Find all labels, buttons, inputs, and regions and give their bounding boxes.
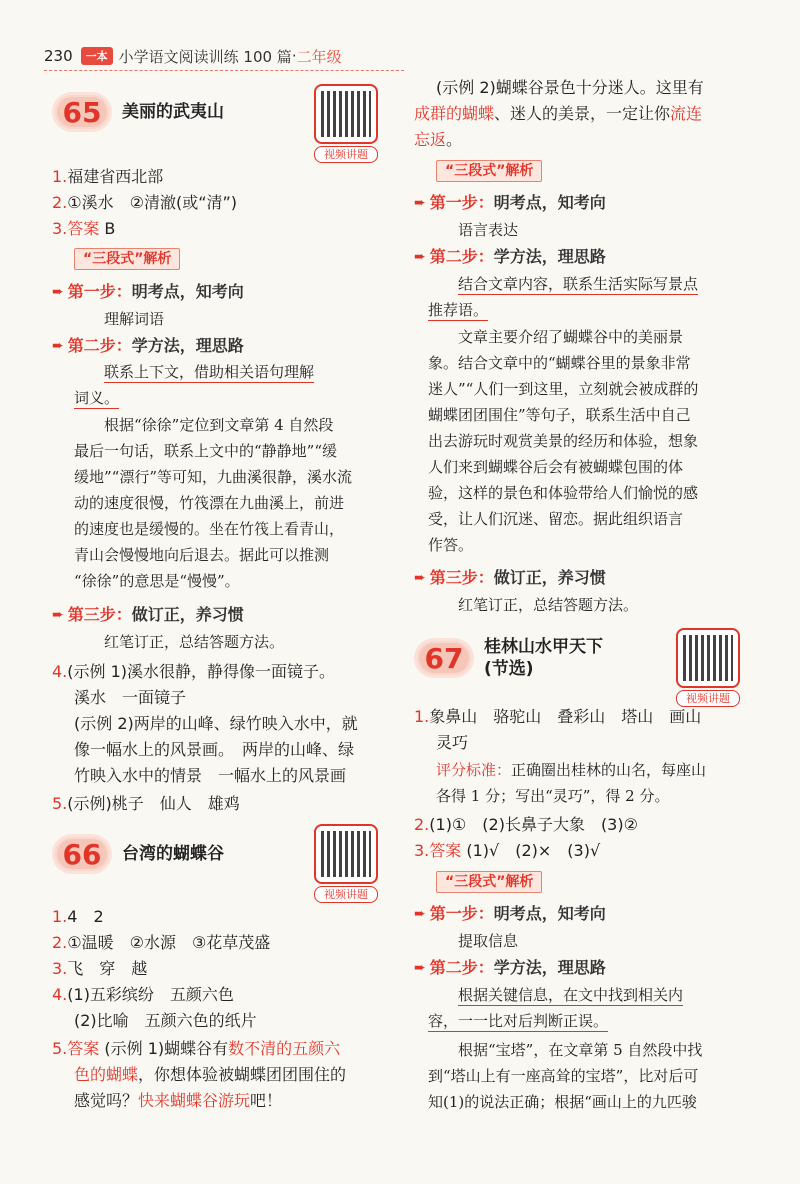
analysis-line: 缓地”“漂行”等可知，九曲溪很静，溪水流	[74, 468, 353, 486]
step-1-detail: 提取信息	[458, 932, 519, 950]
answer-4-line: 像一幅水上的风景画。 两岸的山峰、绿	[74, 740, 355, 759]
section-66-heading	[52, 834, 224, 874]
step-2: ➨ 第二步： 学方法，理思路	[414, 956, 606, 980]
step-2-detail: 容，一一比对后判断正误。	[428, 1012, 609, 1030]
brand-logo: 一本	[81, 47, 113, 65]
step-2-detail: 结合文章内容，联系生活实际写景点	[458, 275, 699, 293]
answer-2: 2.①温暖 ②水源 ③花草茂盛	[52, 933, 271, 952]
answer-text: 福建省西北部	[67, 167, 164, 186]
step-label: 第一步：	[67, 282, 132, 301]
answer-num: 4.	[52, 662, 68, 681]
answer-num: 5.	[52, 794, 68, 813]
qr-video-67[interactable]	[676, 628, 740, 707]
analysis-line: 出去游玩时观赏美景的经历和体验，想象	[428, 432, 699, 450]
section-subtitle: (节选)	[484, 659, 534, 679]
answer-label: 答案	[429, 841, 462, 860]
answer-1-line: 灵巧	[436, 733, 469, 752]
analysis-line: 根据“宝塔”，在文章第 5 自然段中找	[428, 1041, 703, 1059]
step-label: 第三步：	[67, 605, 132, 624]
answer-2	[52, 191, 237, 215]
analysis-line: 人们来到蝴蝶谷后会有被蝴蝶包围的体	[428, 458, 684, 476]
step-label: 第二步：	[67, 336, 132, 355]
page-header	[44, 44, 342, 68]
qr-code-icon	[676, 628, 740, 688]
section-title: 台湾的蝴蝶谷	[122, 844, 224, 864]
analysis-line: 到“塔山上有一座高耸的宝塔”，比对后可	[428, 1067, 699, 1085]
answer-4-line: (2)比喻 五颜六色的纸片	[74, 1011, 257, 1030]
step-2-detail: 词义。	[74, 389, 120, 407]
qr-label: 视频讲题	[314, 886, 378, 903]
analysis-tag: “三段式”解析	[436, 871, 542, 893]
book-title: 小学语文阅读训练 100 篇	[118, 47, 292, 66]
step-1: ➨ 第一步： 明考点，知考向	[414, 902, 606, 926]
arrow-icon: ➨	[414, 249, 426, 265]
answer-1: 1.4 2	[52, 907, 104, 926]
answer-4	[52, 660, 335, 684]
answer-2: 2.(1)① (2)长鼻子大象 (3)②	[414, 815, 638, 834]
answer-5: 5.答案 (示例 1)蝴蝶谷有数不清的五颜六	[52, 1039, 341, 1058]
step-2-detail: 推荐语。	[428, 301, 489, 319]
arrow-icon: ➨	[52, 607, 64, 623]
arrow-icon: ➨	[414, 906, 426, 922]
answer-label: 答案	[67, 219, 100, 238]
answer-4-line: 溪水 一面镜子	[74, 688, 187, 707]
analysis-line: 迷人”“人们一到这里，立刻就会被成群的	[428, 380, 699, 398]
analysis-tag: “三段式”解析	[436, 160, 542, 182]
answer-3: 3.答案 (1)√ (2)× (3)√	[414, 841, 601, 860]
grade-label: 二年级	[296, 47, 342, 66]
analysis-line: 知(1)的说法正确；根据“画山上的九匹骏	[428, 1093, 697, 1111]
arrow-icon: ➨	[414, 195, 426, 211]
step-2: ➨ 第二步： 学方法，理思路	[414, 245, 606, 269]
step-1-detail: 语言表达	[458, 221, 519, 239]
analysis-line: 验，这样的景色和体验带给人们愉悦的感	[428, 484, 699, 502]
qr-label: 视频讲题	[314, 146, 378, 163]
answer-5-line: 忘返。	[414, 130, 463, 149]
analysis-line: “徐徐”的意思是“慢慢”。	[74, 572, 240, 590]
section-number-badge: 65	[52, 92, 112, 132]
step-3	[52, 603, 244, 627]
arrow-icon: ➨	[52, 284, 64, 300]
answer-num: 2.	[52, 193, 68, 212]
analysis-tag: “三段式”解析	[74, 248, 180, 270]
step-1	[52, 280, 244, 304]
arrow-icon: ➨	[52, 338, 64, 354]
step-text: 明考点，知考向	[131, 282, 244, 301]
header-separator: ·	[291, 47, 297, 65]
answer-5-line: 感觉吗？快来蝴蝶谷游玩吧！	[74, 1091, 283, 1110]
answer-5	[52, 792, 240, 816]
answer-label: 答案	[67, 1039, 100, 1058]
step-3-detail: 红笔订正，总结答题方法。	[104, 633, 285, 651]
answer-4-line: (示例 2)两岸的山峰、绿竹映入水中，就	[74, 714, 358, 733]
answer-5-line: (示例 2)蝴蝶谷景色十分迷人。这里有	[436, 78, 704, 97]
answer-5-line: 成群的蝴蝶、迷人的美景，一定让你流连	[414, 104, 703, 123]
qr-video-66[interactable]	[314, 824, 378, 903]
section-number-badge: 66	[52, 834, 112, 874]
header-divider	[44, 70, 404, 71]
section-number-badge: 67	[414, 638, 474, 678]
qr-code-icon	[314, 824, 378, 884]
section-title: 美丽的武夷山	[122, 102, 224, 122]
answer-4: 4.(1)五彩缤纷 五颜六色	[52, 985, 234, 1004]
page-number: 230	[44, 47, 73, 65]
step-text: 做订正，养习惯	[131, 605, 244, 624]
step-2-detail: 根据关键信息，在文中找到相关内	[458, 986, 684, 1004]
step-2	[52, 334, 244, 358]
analysis-line: 作答。	[428, 536, 474, 554]
arrow-icon: ➨	[414, 960, 426, 976]
analysis-line: 文章主要介绍了蝴蝶谷中的美丽景	[428, 328, 684, 346]
arrow-icon: ➨	[414, 570, 426, 586]
answer-text: ①溪水 ②清澈(或“清”)	[67, 193, 238, 212]
answer-5-line: 色的蝴蝶，你想体验被蝴蝶团团围住的	[74, 1065, 347, 1084]
answer-num: 1.	[52, 167, 68, 186]
qr-video-65[interactable]	[314, 84, 378, 163]
section-65-heading	[52, 92, 224, 132]
answer-num: 3.	[52, 219, 68, 238]
section-67-heading	[414, 636, 603, 680]
analysis-line: 根据“徐徐”定位到文章第 4 自然段	[74, 416, 334, 434]
step-2-detail: 联系上下文，借助相关语句理解	[104, 363, 315, 381]
analysis-line: 动的速度很慢，竹筏漂在九曲溪上，前进	[74, 494, 345, 512]
step-1-detail: 理解词语	[104, 310, 165, 328]
step-1: ➨ 第一步： 明考点，知考向	[414, 191, 606, 215]
step-3: ➨ 第三步： 做订正，养习惯	[414, 566, 606, 590]
answer-text: (示例 1)溪水很静，静得像一面镜子。	[67, 662, 336, 681]
qr-code-icon	[314, 84, 378, 144]
qr-label: 视频讲题	[676, 690, 740, 707]
answer-text: (示例)桃子 仙人 雄鸡	[67, 794, 240, 813]
answer-1: 1.象鼻山 骆驼山 叠彩山 塔山 画山	[414, 707, 702, 726]
analysis-line: 蝴蝶团团围住”等句子，联系生活中自己	[428, 406, 691, 424]
answer-3: 3.飞 穿 越	[52, 959, 148, 978]
analysis-line: 受，让人们沉迷、留恋。据此组织语言	[428, 510, 684, 528]
grading-standard-line: 各得 1 分；写出“灵巧”，得 2 分。	[436, 787, 670, 805]
analysis-line: 最后一句话，联系上文中的“静静地”“缓	[74, 442, 338, 460]
step-3-detail: 红笔订正，总结答题方法。	[458, 596, 639, 614]
answer-4-line: 竹映入水中的情景 一幅水上的风景画	[74, 766, 347, 785]
analysis-line: 青山会慢慢地向后退去。据此可以推测	[74, 546, 330, 564]
answer-text: B	[99, 219, 116, 238]
answer-3	[52, 217, 115, 241]
analysis-line: 的速度也是缓慢的。坐在竹筏上看青山，	[74, 520, 345, 538]
step-text: 学方法，理思路	[131, 336, 244, 355]
answer-1	[52, 165, 163, 189]
grading-standard: 评分标准：正确圈出桂林的山名，每座山	[436, 761, 707, 779]
section-title: 桂林山水甲天下	[484, 637, 603, 657]
analysis-line: 象。结合文章中的“蝴蝶谷里的景象非常	[428, 354, 691, 372]
